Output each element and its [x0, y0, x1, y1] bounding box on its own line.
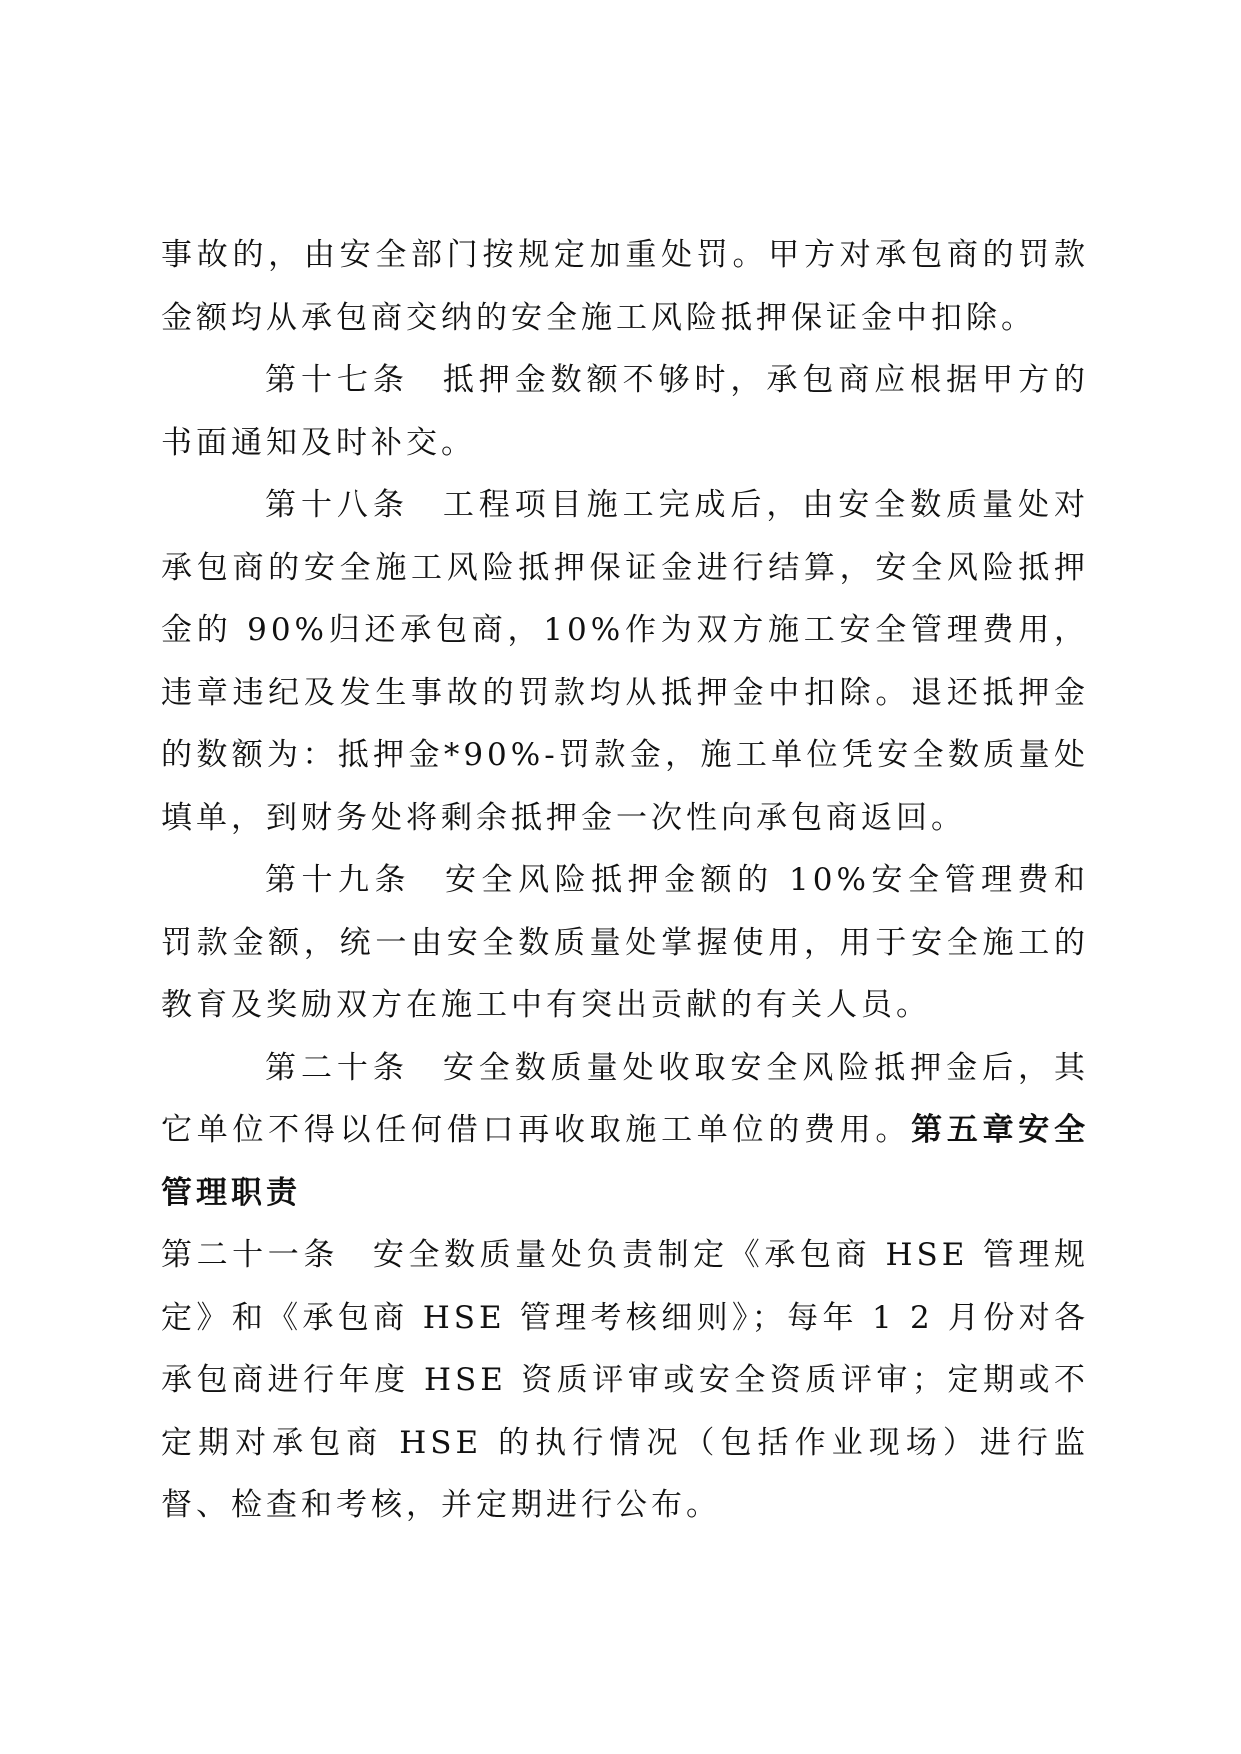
article-number: 第十八条 — [265, 487, 409, 523]
article-number: 第二十一条 — [161, 1237, 339, 1273]
article-number: 第二十条 — [265, 1049, 409, 1086]
article-text: 安全数质量处收取安全风险抵押金后，其它单位不得以任何借口再收取施工单位的费用。 — [161, 1049, 1090, 1148]
article-21 — [161, 1224, 1089, 1537]
article-number: 第十九条 — [265, 862, 412, 898]
paragraph-text: 事故的，由安全部门按规定加重处罚。甲方对承包商的罚款金额均从承包商交纳的安全施工风险抵押保证金中扣除。 — [161, 237, 1089, 336]
article-19 — [161, 849, 1089, 1037]
paragraph-continuation — [161, 224, 1089, 349]
article-text: 工程项目施工完成后，由安全数质量处对承包商的安全施工风险抵押保证金进行结算，安全风险抵押金的 90%归还承包商，10%作为双方施工安全管理费用，违章违纪及发生事故的罚款均从抵押金中扣除。退还抵押金的数额为：抵押金*90%-罚款金，施工单位凭安全数质量处填单，到财务处将剩余抵押金一次性向承包商返回。 — [161, 487, 1090, 836]
article-17 — [161, 349, 1089, 474]
article-number: 第十七条 — [265, 362, 409, 398]
article-text: 安全数质量处负责制定《承包商 HSE 管理规定》和《承包商 HSE 管理考核细则》；每年 1 2 月份对各承包商进行年度 HSE 资质评审或安全资质评审；定期或不定期对承包商 HSE 的执行情况（包括作业现场）进行监督、检查和考核，并定期进行公布。 — [161, 1237, 1090, 1523]
document-body — [161, 224, 1089, 1537]
article-20 — [161, 1037, 1089, 1225]
article-text: 抵押金数额不够时，承包商应根据甲方的书面通知及时补交。 — [161, 362, 1090, 461]
chapter-heading: 第五章安全管理职责 — [161, 1112, 1090, 1211]
article-text: 安全风险抵押金额的 10%安全管理费和罚款金额，统一由安全数质量处掌握使用，用于安全施工的教育及奖励双方在施工中有突出贡献的有关人员。 — [161, 862, 1089, 1023]
article-18 — [161, 474, 1089, 849]
